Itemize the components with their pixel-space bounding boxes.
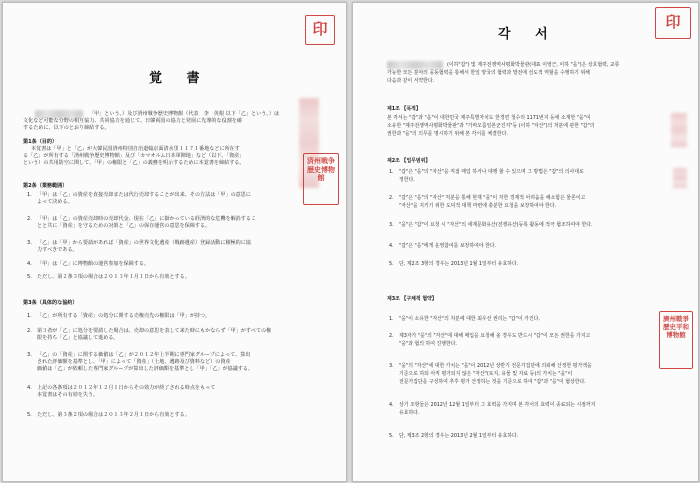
item-number: 5. bbox=[389, 261, 394, 267]
intro-line: 다음과 같이 서약한다. bbox=[387, 78, 435, 84]
item-line: とと共に「資産」を守るための対策と「乙」の保存運営の意思を保障する。 bbox=[37, 223, 211, 229]
item-number: 3. bbox=[389, 363, 394, 369]
redacted-party-name bbox=[387, 61, 443, 69]
item-line: 上記の各条項は２０１２年１２月１日からその効力が終了される時点をもって bbox=[37, 385, 216, 391]
article-heading: 第3条（具体的な協約） bbox=[23, 300, 78, 306]
item-line: "을"은 "갑"이 요청 시 "자산"의 세계문화유산(전쟁유산)등록 활동에 적극 협조하여야 한다. bbox=[399, 222, 593, 228]
item-number: 3. bbox=[27, 240, 32, 246]
item-line: "갑"은 "을"에게 운영참여를 보장하여야 한다. bbox=[399, 243, 497, 249]
intro-line: 「甲」という。）及び済州戦争歴史博物館（代表 李 英根 以下「乙」という。）は bbox=[89, 111, 280, 117]
item-line: された評価額を基準とし、「甲」によって「資産」（土地、遺跡及び資料など）の資産 bbox=[37, 359, 231, 365]
item-line: 「甲」は「乙」の資産を直接売却または代行売却することが出来、その方法は「甲」の意思に bbox=[37, 192, 251, 198]
item-line: 「乙」は「甲」から要請があれば「資産」の世界文化遺産（戦跡遺産）登録活動に積極的に協 bbox=[37, 240, 251, 246]
article-line: 소유한 "제주전쟁역사평화박물관"과 "가마오름일본군진지"등 (이하 "자산")의 처분에 관한 "갑"의 bbox=[387, 123, 595, 129]
item-line: ただし、第２条３項の場合は２０１３年１月１日から有効とする。 bbox=[37, 274, 190, 280]
item-line: "을"이 소유한 "자산"의 처분에 대한 최우선 권리는 "갑"이 가진다. bbox=[399, 316, 540, 322]
korean-memorandum-page bbox=[352, 2, 699, 482]
item-line: 「乙」の「資産」に関する価値は「乙」が２０１２年上半期に専門家グループによって、算出 bbox=[37, 352, 251, 358]
intro-line: (이하"갑") 및 제주전쟁역사평화박물관(대표 이영근, 이하 "을")은 상호협력, 교류 bbox=[447, 62, 620, 68]
item-number: 1. bbox=[389, 169, 394, 175]
article-heading: 第1条（目的） bbox=[23, 139, 58, 145]
article-heading: 제3조 【구체적 협약】 bbox=[387, 296, 437, 302]
item-number: 4. bbox=[27, 385, 32, 391]
japanese-memorandum-page bbox=[2, 2, 347, 482]
museum-seal-stamp: 済州戦争歴史博物館 bbox=[303, 153, 339, 205]
item-number: 1. bbox=[389, 316, 394, 322]
item-line: "을"의 "자산"에 대한 가치는 "을"이 2012년 상반기 전문가집단에 의뢰해 산정한 평가액을 bbox=[399, 363, 592, 369]
article-heading: 제1조 【목적】 bbox=[387, 106, 421, 112]
item-number: 4. bbox=[389, 402, 394, 408]
item-line: 限を持ち「乙」と協議して進める。 bbox=[37, 335, 119, 341]
article-heading: 第2条（業務範囲） bbox=[23, 183, 68, 189]
item-line: 제3자가 "을"의 "자산"에 대해 매입을 요청해 올 경우도 반드시 "갑"이 모든 권한을 가지고 bbox=[399, 333, 591, 339]
item-line: 第３者が「乙」に処分を要請した場合は、売却の意思を表して来た時にもかならず「甲」がすべての権 bbox=[37, 328, 272, 334]
article-heading: 제2조 【업무범위】 bbox=[387, 158, 431, 164]
item-number: 2. bbox=[27, 216, 32, 222]
item-line: "갑"은 "을"의 "자산" 처분을 통해 현재 "을"이 처한 경제적 어려움을 해소함은 물론이고 bbox=[399, 195, 586, 201]
item-line: 「乙」が所有する「資産」の処分に関する売権売先の権限は「甲」が持つ。 bbox=[37, 313, 210, 319]
item-line: 価値は「乙」が依頼した専門家グループが算出した評価額を基準とし「甲」「乙」が協議する。 bbox=[37, 366, 254, 372]
item-line: 정한다. bbox=[399, 177, 415, 183]
item-line: "을"과 협의 하여 진행한다. bbox=[399, 341, 457, 347]
item-number: 1. bbox=[27, 192, 32, 198]
redacted-party-name bbox=[35, 110, 83, 118]
item-number: 2. bbox=[389, 195, 394, 201]
item-line: 「甲」は「乙」の資産売却時の売却代金、現在「乙」に掛かっている経済的な危機を解消するこ bbox=[37, 216, 257, 222]
item-line: 단, 제2조 3항의 경우는 2013년 1월 1일부터 유효하다. bbox=[399, 261, 519, 267]
item-number: 5. bbox=[389, 433, 394, 439]
redacted-margin bbox=[673, 168, 687, 188]
item-line: 유효하다. bbox=[399, 410, 420, 416]
article-line: という）の共用防空に関して、「甲」の権限と「乙」の義務を明示するために本覚書を締結する。 bbox=[23, 160, 245, 166]
museum-seal-stamp: 濟州戰爭歷史平和博物館 bbox=[659, 311, 693, 369]
article-line: 本覚書は「甲」と「乙」が大韓民国済州特別自治道翰京面清水里１１７１番地などに所在す bbox=[31, 146, 240, 152]
item-line: "갑"은 "을"의 "자산"을 직접 매입 하거나 대행 할 수 있으며 그 방법은 "갑"의 의사대로 bbox=[399, 169, 584, 175]
item-number: 4. bbox=[389, 243, 394, 249]
item-number: 2. bbox=[27, 328, 32, 334]
top-seal-stamp: 印 bbox=[655, 7, 691, 39]
intro-line: するために、以下のとおり締結する。 bbox=[23, 125, 110, 131]
redacted-margin bbox=[671, 113, 687, 147]
document-title: 覚 書 bbox=[149, 71, 210, 86]
intro-line: 文化など可能な分野の相互協力、共同協力を通じて、日韓両国の協力と発展に先導的な役割を確 bbox=[23, 118, 242, 124]
intro-line: 가능한 모든 분야의 공동협력을 통해서 한일 양국의 협력과 발전에 선도적 역할을 수행하기 위해 bbox=[387, 70, 590, 76]
item-line: 力すべきである。 bbox=[37, 247, 78, 253]
article-line: 권한과 "을"의 의무를 명시하기 위해 본 각서를 체결한다. bbox=[387, 131, 508, 137]
item-line: 상기 조항들은 2012년 12월 1일부터 그 효력을 가지며 본 각서의 효력이 종료되는 시점까지 bbox=[399, 402, 596, 408]
item-line: 단, 제3조 2항의 경우는 2013년 2월 1일부터 유효하다. bbox=[399, 433, 519, 439]
item-line: "자산"을 지키기 위한 도덕적 대책 마련에 충분한 요청을 보장하여야 한다. bbox=[399, 203, 557, 209]
top-seal-stamp: 印 bbox=[305, 15, 335, 45]
document-title: 각 서 bbox=[498, 27, 558, 42]
item-number: 4. bbox=[27, 261, 32, 267]
item-number: 2. bbox=[389, 333, 394, 339]
item-number: 5. bbox=[27, 274, 32, 280]
item-line: 전문가집단을 구성하여 추후 평가 산정하는 것을 기준으로 하여 "갑"과 "을"이 협상한다. bbox=[399, 379, 586, 385]
item-number: 1. bbox=[27, 313, 32, 319]
article-line: る「乙」が所有する「済州戦争歴史博物館」及び「カマオルム日本軍陣地」など（以下、「資産」 bbox=[23, 153, 245, 159]
item-line: 기준으로 하되 아직 평가되지 않은 "자산"(토지, 유물 및 자료 등)의 가치는 "을"이 bbox=[399, 371, 573, 377]
item-line: 「甲」は「乙」に博物館の運営参加を保障する。 bbox=[37, 261, 150, 267]
article-line: 본 각서는 "갑"과 "을"이 대한민국 제주특별자치도 한경면 청수리 1171번지 등에 소재한 "을"이 bbox=[387, 115, 591, 121]
item-line: 本覚書はその有効を失う。 bbox=[37, 392, 99, 398]
item-line: ただし、第３条２項の場合は２０１３年２月１日から有効とする。 bbox=[37, 412, 190, 418]
item-number: 3. bbox=[27, 352, 32, 358]
item-number: 5. bbox=[27, 412, 32, 418]
item-number: 3. bbox=[389, 222, 394, 228]
item-line: よって決める。 bbox=[37, 199, 73, 205]
